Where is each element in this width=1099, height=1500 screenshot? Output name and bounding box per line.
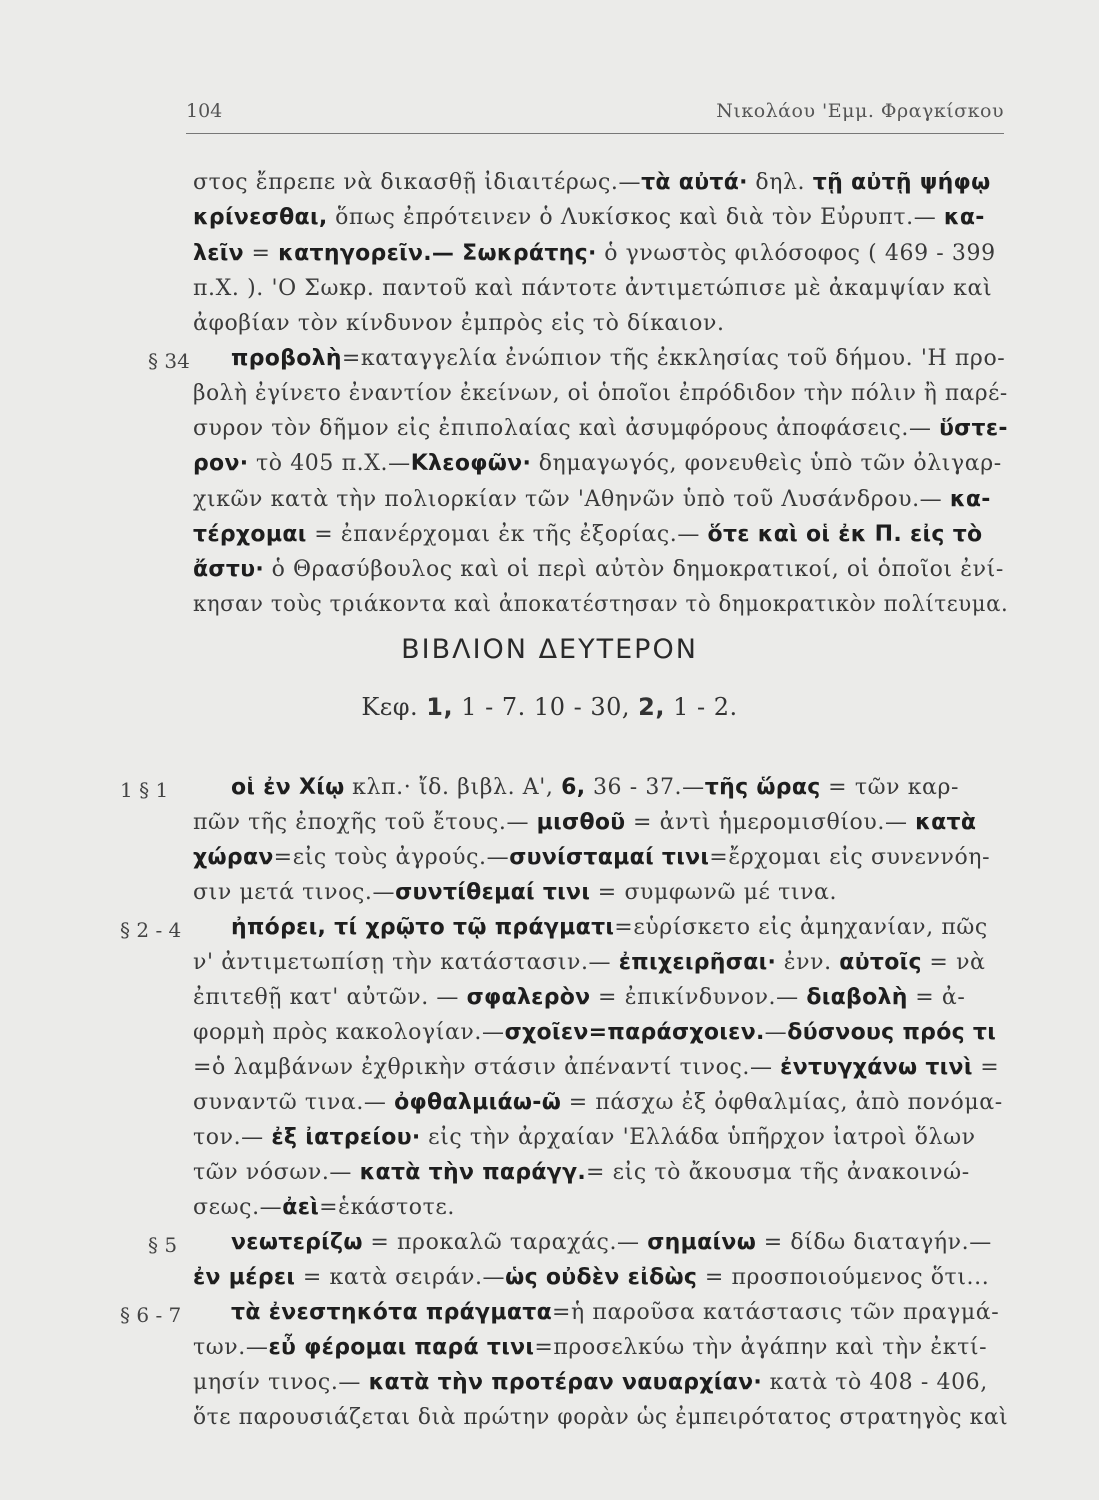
text-line: τὰ ἐνεστηκότα πράγματα=ἡ παροῦσα κατάστασις τῶν πραγμά- [231, 1300, 1000, 1325]
text-line: ν' ἀντιμετωπίσῃ τὴν κατάστασιν.— ἐπιχειρῆσαι· ἐνν. αὐτοῖς = νὰ [193, 950, 986, 975]
text-line: συναντῶ τινα.— ὀφθαλμιάω-ῶ = πάσχω ἐξ ὀφθαλμίας, ἀπὸ πονόμα- [193, 1090, 1003, 1115]
text-line: βολὴ ἐγίνετο ἐναντίον ἐκείνων, οἱ ὁποῖοι ἐπρόδιδον τὴν πόλιν ἢ παρέ- [193, 381, 1008, 406]
text-line: τον.— ἐξ ἰατρείου· εἰς τὴν ἀρχαίαν 'Ελλάδα ὑπῆρχον ἰατροὶ ὅλων [193, 1125, 976, 1150]
header-rule [186, 133, 1004, 134]
text-line: οἱ ἐν Χίῳ κλπ.· ἴδ. βιβλ. Α', 6, 36 - 37.—τῆς ὥρας = τῶν καρ- [231, 775, 960, 800]
text-line: ὅτε παρουσιάζεται διὰ πρώτην φορὰν ὡς ἐμπειρότατος στρατηγὸς καὶ [193, 1405, 1009, 1430]
chapter-heading: Κεφ. 1, 1 - 7. 10 - 30, 2, 1 - 2. [361, 693, 738, 721]
page-number: 104 [186, 100, 223, 122]
text-line: ἐπιτεθῇ κατ' αὐτῶν. — σφαλερὸν = ἐπικίνδυνον.— διαβολὴ = ἀ- [193, 985, 966, 1010]
text-line: ρον· τὸ 405 π.Χ.—Κλεοφῶν· δημαγωγός, φονευθεὶς ὑπὸ τῶν ὀλιγαρ- [193, 451, 1002, 476]
text-line: σιν μετά τινος.—συντίθεμαί τινι = συμφωνῶ μέ τινα. [193, 880, 838, 905]
text-line: κησαν τοὺς τριάκοντα καὶ ἀποκατέστησαν τὸ δημοκρατικὸν πολίτευμα. [193, 592, 1009, 617]
text-line: κρίνεσθαι, ὅπως ἐπρότεινεν ὁ Λυκίσκος καὶ διὰ τὸν Εὐρυπτ.— κα- [193, 205, 985, 230]
text-line: ἄστυ· ὁ Θρασύβουλος καὶ οἱ περὶ αὐτὸν δημοκρατικοί, οἱ ὁποῖοι ἐνί- [193, 557, 1004, 582]
text-line: τέρχομαι = ἐπανέρχομαι ἐκ τῆς ἐξορίας.— ὅτε καὶ οἱ ἐκ Π. εἰς τὸ [193, 522, 983, 547]
text-line: ἠπόρει, τί χρῷτο τῷ πράγματι=εὑρίσκετο εἰς ἀμηχανίαν, πῶς [231, 915, 988, 940]
text-line: των.—εὖ φέρομαι παρά τινι=προσελκύω τὴν ἀγάπην καὶ τὴν ἐκτί- [193, 1335, 988, 1360]
text-line: π.Χ. ). 'Ο Σωκρ. παντοῦ καὶ πάντοτε ἀντιμετώπισε μὲ ἀκαμψίαν καὶ [193, 276, 993, 301]
margin-section-ref: § 34 [148, 349, 190, 373]
text-line: χώραν=εἰς τοὺς ἀγρούς.—συνίσταμαί τινι=ἔρχομαι εἰς συνεννόη- [193, 845, 991, 870]
text-line: λεῖν = κατηγορεῖν.— Σωκράτης· ὁ γνωστὸς φιλόσοφος ( 469 - 399 [193, 241, 996, 266]
text-line: πῶν τῆς ἐποχῆς τοῦ ἔτους.— μισθοῦ = ἀντὶ ἡμερομισθίου.— κατὰ [193, 810, 977, 835]
text-line: =ὁ λαμβάνων ἐχθρικὴν στάσιν ἀπέναντί τινος.— ἐντυγχάνω τινὶ = [193, 1055, 1000, 1080]
book-title: ΒΙΒΛΙΟΝ ΔΕΥΤΕΡΟΝ [401, 634, 698, 665]
text-line: σεως.—ἀεὶ=ἑκάστοτε. [193, 1195, 455, 1220]
margin-section-ref: § 5 [148, 1233, 178, 1257]
margin-section-ref: § 2 - 4 [120, 918, 182, 942]
margin-section-ref: § 6 - 7 [120, 1303, 182, 1327]
text-line: προβολὴ=καταγγελία ἐνώπιον τῆς ἐκκλησίας τοῦ δήμου. 'Η προ- [231, 346, 1006, 371]
margin-section-ref: 1 § 1 [120, 778, 169, 802]
page-header [186, 100, 1004, 134]
text-line: τῶν νόσων.— κατὰ τὴν παράγγ.= εἰς τὸ ἄκουσμα τῆς ἀνακοινώ- [193, 1160, 970, 1185]
text-line: ἐν μέρει = κατὰ σειράν.—ὡς οὐδὲν εἰδὼς = προσποιούμενος ὅτι... [193, 1265, 990, 1290]
running-head: Νικολάου 'Εμμ. Φραγκίσκου [716, 100, 1004, 122]
text-line: στος ἔπρεπε νὰ δικασθῇ ἰδιαιτέρως.—τὰ αὐτά· δηλ. τῇ αὐτῇ ψήφῳ [193, 170, 991, 195]
text-line: χικῶν κατὰ τὴν πολιορκίαν τῶν 'Αθηνῶν ὑπὸ τοῦ Λυσάνδρου.— κα- [193, 487, 991, 512]
text-line: συρον τὸν δῆμον εἰς ἐπιπολαίας καὶ ἀσυμφόρους ἀποφάσεις.— ὕστε- [193, 416, 1008, 441]
text-line: φορμὴ πρὸς κακολογίαν.—σχοῖεν=παράσχοιεν.—δύσνους πρός τι [193, 1020, 997, 1045]
text-line: ἀφοβίαν τὸν κίνδυνον ἐμπρὸς εἰς τὸ δίκαιον. [193, 311, 725, 336]
text-line: νεωτερίζω = προκαλῶ ταραχάς.— σημαίνω = δίδω διαταγήν.— [231, 1230, 992, 1255]
text-line: μησίν τινος.— κατὰ τὴν προτέραν ναυαρχίαν· κατὰ τὸ 408 - 406, [193, 1370, 988, 1395]
